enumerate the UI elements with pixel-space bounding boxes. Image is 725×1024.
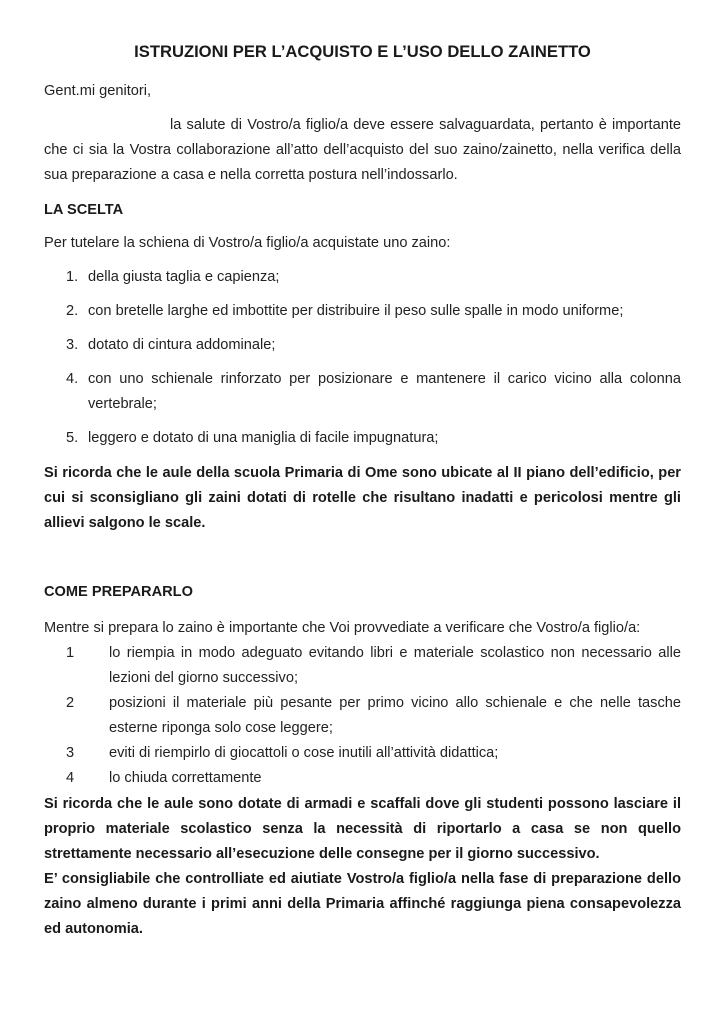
list-item xyxy=(44,691,681,741)
list-item-text: eviti di riempirlo di giocattoli o cose inutili all’attività didattica; xyxy=(109,745,499,761)
prepare-note-supervision: E’ consigliabile che controlliate ed aiutiate Vostro/a figlio/a nella fase di preparazione dello zaino almeno durante i primi anni della Primaria affinché raggiunga piena consapevolezza ed autonomia. xyxy=(44,871,681,937)
list-item xyxy=(44,766,681,791)
list-item-number: 5. xyxy=(66,430,79,446)
list-item-text: della giusta taglia e capienza; xyxy=(88,269,280,285)
list-item-text: posizioni il materiale più pesante per primo vicino allo schienale e che nelle tasche esterne riponga solo cose leggere; xyxy=(109,695,681,736)
list-item-number: 1 xyxy=(66,645,75,661)
choice-note: Si ricorda che le aule della scuola Primaria di Ome sono ubicate al II piano dell’edificio, per cui si sconsigliano gli zaini dotati di rotelle che risultano inadatti e pericolosi mentre gli allievi salgono le scale. xyxy=(44,465,681,531)
choice-lead: Per tutelare la schiena di Vostro/a figlio/a acquistate uno zaino: xyxy=(44,235,451,251)
list-item xyxy=(44,741,681,766)
prepare-lead: Mentre si prepara lo zaino è importante che Voi provvediate a verificare che Vostro/a figlio/a: xyxy=(44,620,641,636)
list-item xyxy=(44,641,681,691)
list-item xyxy=(44,367,681,417)
prepare-list xyxy=(44,641,681,791)
list-item-number: 2. xyxy=(66,303,79,319)
list-item-text: con bretelle larghe ed imbottite per distribuire il peso sulle spalle in modo uniforme; xyxy=(88,303,624,319)
list-item-text: lo riempia in modo adeguato evitando libri e materiale scolastico non necessario alle lezioni del giorno successivo; xyxy=(109,645,681,686)
choice-list xyxy=(44,265,681,460)
list-item-text: lo chiuda correttamente xyxy=(109,770,262,786)
list-item xyxy=(44,426,681,451)
list-item xyxy=(44,299,681,324)
list-item xyxy=(44,265,681,290)
prepare-note-storage: Si ricorda che le aule sono dotate di armadi e scaffali dove gli studenti possono lasciare il proprio materiale scolastico senza la necessità di riportarlo a casa se non quello strettamente necessario all’esecuzione delle consegne per il giorno successivo. xyxy=(44,796,681,862)
section-heading-choice: LA SCELTA xyxy=(44,202,124,218)
list-item-text: dotato di cintura addominale; xyxy=(88,337,276,353)
list-item-text: leggero e dotato di una maniglia di facile impugnatura; xyxy=(88,430,439,446)
page-title: ISTRUZIONI PER L’ACQUISTO E L’USO DELLO ZAINETTO xyxy=(134,42,591,61)
list-item-number: 4. xyxy=(66,371,79,387)
intro-paragraph: la salute di Vostro/a figlio/a deve essere salvaguardata, pertanto è importante che ci sia la Vostra collaborazione all’atto dell’acquisto del suo zaino/zainetto, nella verifica della sua preparazione a casa e nella corretta postura nell’indossarlo. xyxy=(44,117,681,183)
list-item-number: 3 xyxy=(66,745,75,761)
list-item-number: 4 xyxy=(66,770,75,786)
list-item-number: 2 xyxy=(66,695,75,711)
salutation: Gent.mi genitori, xyxy=(44,83,152,99)
section-heading-prepare: COME PREPARARLO xyxy=(44,584,193,600)
list-item xyxy=(44,333,681,358)
list-item-text: con uno schienale rinforzato per posizionare e mantenere il carico vicino alla colonna vertebrale; xyxy=(88,371,681,412)
list-item-number: 3. xyxy=(66,337,79,353)
list-item-number: 1. xyxy=(66,269,79,285)
